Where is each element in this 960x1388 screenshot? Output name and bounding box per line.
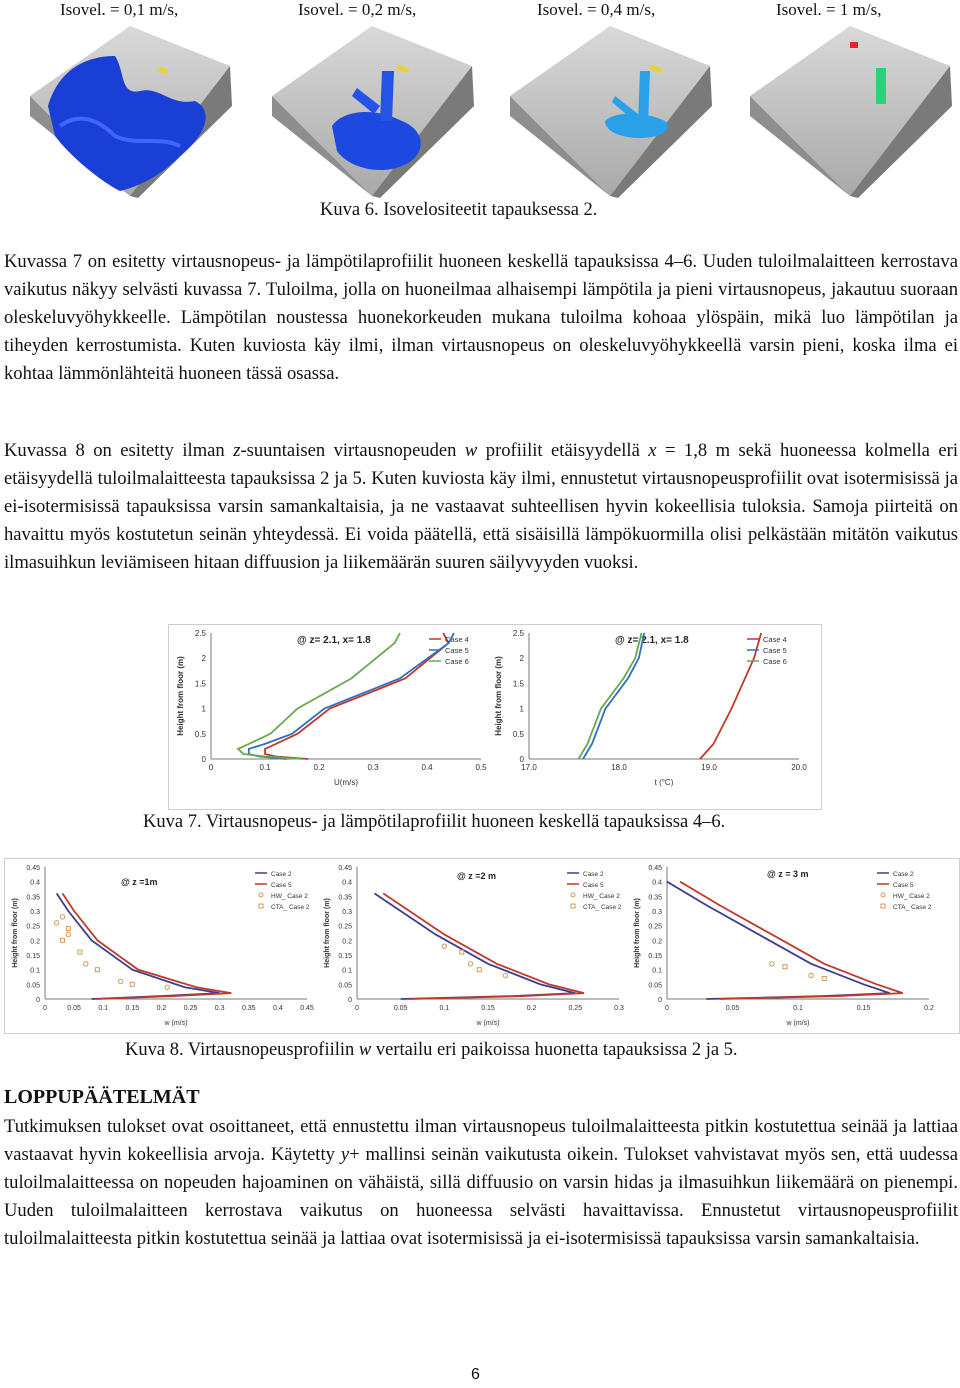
series-line <box>57 893 220 999</box>
y-tick-label: 0 <box>201 755 206 764</box>
series-line <box>667 882 890 999</box>
legend-label: HW_ Case 2 <box>271 893 308 900</box>
x-tick-label: 17.0 <box>521 763 537 772</box>
x-tick-label: 0.15 <box>481 1005 495 1012</box>
x-tick-label: 0 <box>665 1005 669 1012</box>
isovel-box-3 <box>510 26 712 198</box>
legend-label: CTA_ Case 2 <box>583 904 622 911</box>
isovel-box-4 <box>750 26 952 198</box>
legend-label: Case 4 <box>763 635 787 644</box>
figure8-charts <box>4 858 960 1034</box>
y-tick-label: 0 <box>519 755 524 764</box>
y-tick-label: 0.45 <box>338 865 352 872</box>
y-tick-label: 0.3 <box>342 909 352 916</box>
y-tick-label: 0.4 <box>342 879 352 887</box>
y-tick-label: 0.35 <box>338 894 352 902</box>
legend-label: CTA_ Case 2 <box>271 904 310 911</box>
x-axis-label: w (m/s) <box>164 1020 188 1027</box>
y-axis-label: Height from floor (m) <box>494 656 503 736</box>
isovel-box-2 <box>272 26 474 198</box>
isovel-label-4: Isovel. = 1 m/s, <box>776 0 882 19</box>
legend-label: Case 5 <box>893 882 914 889</box>
y-axis-label: Height from floor (m) <box>176 656 185 736</box>
x-tick-label: 0.1 <box>439 1005 450 1012</box>
x-axis-label: t (°C) <box>654 778 674 787</box>
data-point <box>770 962 774 966</box>
y-tick-label: 0.4 <box>652 879 662 887</box>
y-tick-label: 0.25 <box>648 923 662 931</box>
y-tick-label: 0.1 <box>342 967 352 975</box>
x-tick-label: 0.05 <box>393 1005 408 1012</box>
x-tick-label: 0.3 <box>614 1005 624 1012</box>
y-tick-label: 0.3 <box>652 909 662 916</box>
x-tick-label: 0.3 <box>367 763 379 772</box>
chart-w-z1 <box>12 865 314 1027</box>
data-point <box>118 979 122 983</box>
data-point <box>60 938 64 942</box>
x-axis-label: w (m/s) <box>476 1020 500 1027</box>
y-tick-label: 0.2 <box>652 938 662 946</box>
y-tick-label: 1 <box>201 704 206 714</box>
legend-label: Case 4 <box>445 635 469 644</box>
data-point <box>809 973 813 977</box>
y-tick-label: 0 <box>36 997 40 1004</box>
series-line <box>680 882 903 999</box>
y-tick-label: 2 <box>519 654 524 664</box>
y-tick-label: 0.5 <box>194 729 206 739</box>
legend-label: CTA_ Case 2 <box>893 904 932 911</box>
y-tick-label: 0.15 <box>26 953 40 960</box>
data-point <box>66 932 70 936</box>
y-tick-label: 0 <box>658 997 662 1004</box>
figure7-caption: Kuva 7. Virtausnopeus- ja lämpötilaprofiilit huoneen keskellä tapauksissa 4–6. <box>143 812 726 832</box>
data-point <box>60 915 64 919</box>
x-tick-label: 0.15 <box>856 1005 871 1012</box>
x-tick-label: 0.05 <box>67 1005 81 1012</box>
section-heading: LOPPUPÄÄTELMÄT <box>4 1086 200 1108</box>
figure8-caption: Kuva 8. Virtausnopeusprofiilin w vertailu eri paikoissa huonetta tapauksissa 2 ja 5. <box>125 1040 738 1060</box>
chart-velocity-profile <box>176 629 487 787</box>
series-line <box>700 633 761 759</box>
y-axis-label: Height from floor (m) <box>12 898 19 968</box>
data-point <box>477 968 481 972</box>
data-point <box>66 927 70 931</box>
y-tick-label: 0.35 <box>648 894 662 902</box>
x-tick-label: 0.25 <box>183 1005 198 1012</box>
legend-marker <box>259 904 263 908</box>
data-point <box>130 982 134 986</box>
data-point <box>78 950 82 954</box>
x-tick-label: 0.4 <box>421 763 433 772</box>
chart-annotation: @ z =1m <box>121 877 158 887</box>
series-line <box>62 893 231 999</box>
y-axis-label: Height from floor (m) <box>634 898 641 968</box>
x-tick-label: 0.5 <box>475 763 487 772</box>
chart-temperature-profile <box>494 629 807 787</box>
legend-label: Case 2 <box>271 871 292 878</box>
x-tick-label: 0.3 <box>214 1005 225 1012</box>
isovel-label-3: Isovel. = 0,4 m/s, <box>537 0 656 19</box>
paragraph-1: Kuvassa 7 on esitetty virtausnopeus- ja lämpötilaprofiilit huoneen keskellä tapauksissa 4–6. Uuden tuloilmalaitteen kerrostava vaikutus näkyy selvästi kuvassa 7. Tuloilma, jolla on huoneilmaa alhaisempi lämpötila ja pieni virtausnopeus, jakautuu suoraan oleskeluvyöhykkeelle. Lämpötilan noustessa huonekorkeuden mukana tuloilma kohoaa ylöspäin, mikä luo lämpötilan ja tiheyden kerrostumista. Kuten kuviosta käy ilmi, ilman virtausnopeus on oleskeluvyöhykkeellä varsin pieni, koska ilma ei kohtaa lämmönlähteitä huoneen tässä osassa. <box>4 251 958 384</box>
x-tick-label: 0.1 <box>793 1005 803 1012</box>
x-tick-label: 0.05 <box>725 1005 740 1012</box>
series-line <box>238 633 400 759</box>
legend-marker <box>881 904 885 908</box>
paragraph-2: Kuvassa 8 on esitetty ilman z-suuntaisen virtausnopeuden w profiilit etäisyydellä x = 1,8 m sekä huoneessa kolmella eri etäisyydellä tuloilmalaitteesta tapauksissa 2 ja 5. Kuten kuviosta käy ilmi, ennustetut virtausnopeusprofiilit ovat isotermisissä ja ei-isotermisissä tapauksissa varsin samankaltaisia, ja ne vastaavat suhteellisen hyvin kokeellisia tuloksia. Samoja piirteitä on havaittu myös kostutetun seinän yhteydessä. Ei voida päätellä, että sisäisillä lämpökuormilla olisi pelkästään mitätön vaikutus ilmasuihkun leviämiseen hitaan diffuusion ja liikemäärän suuren säilyvyyden vuoksi. <box>4 440 958 573</box>
legend-label: Case 5 <box>445 646 469 655</box>
data-point <box>468 962 472 966</box>
x-tick-label: 0.2 <box>526 1005 537 1012</box>
y-tick-label: 1.5 <box>194 679 206 689</box>
chart-annotation: @ z = 3 m <box>767 869 809 879</box>
legend-label: Case 6 <box>445 657 469 666</box>
x-tick-label: 0.15 <box>125 1005 140 1012</box>
data-point <box>54 921 58 925</box>
legend-label: HW_ Case 2 <box>583 893 620 900</box>
x-tick-label: 0 <box>355 1005 359 1012</box>
y-tick-label: 2 <box>201 654 206 664</box>
y-tick-label: 0.25 <box>26 923 40 931</box>
y-tick-label: 1 <box>519 704 524 714</box>
y-tick-label: 0.25 <box>338 923 352 931</box>
x-tick-label: 0.2 <box>924 1005 934 1012</box>
page-number: 6 <box>471 1366 480 1383</box>
x-tick-label: 0.2 <box>156 1005 167 1012</box>
y-tick-label: 0.45 <box>26 865 40 872</box>
y-axis-label: Height from floor (m) <box>324 898 331 968</box>
isovel-box-1 <box>30 26 232 198</box>
legend-label: HW_ Case 2 <box>893 893 930 900</box>
x-tick-label: 0.35 <box>241 1005 256 1012</box>
figure6-caption: Kuva 6. Isovelositeetit tapauksessa 2. <box>320 200 598 220</box>
y-tick-label: 0.15 <box>648 953 662 960</box>
y-tick-label: 0.3 <box>30 909 40 916</box>
y-tick-label: 0.1 <box>30 967 40 975</box>
x-tick-label: 0.1 <box>259 763 271 772</box>
data-point <box>165 985 169 989</box>
x-tick-label: 0 <box>208 763 214 772</box>
y-tick-label: 0.45 <box>648 865 662 872</box>
data-point <box>95 968 99 972</box>
conclusion-paragraph: Tutkimuksen tulokset ovat osoittaneet, että ennustettu ilman virtausnopeus tuloilmalaitteesta pitkin kostutettua seinää ja lattiaa vastaavat hyvin kokeellisia arvoja. Käytetty y+ mallinsi seinän vaikutusta oikein. Tulokset vahvistavat myös sen, että uudessa tuloilmalaitteessa on nopeuden hajoaminen on vähäistä, sillä diffuusio on varsin hidas ja ilmasuihkun liikemäärä on pienempi. Uuden tuloilmalaitteen kerrostava vaikutus on huoneessa selvästi havaittavissa. Ennustetut virtausnopeusprofiilit tuloilmalaitteesta pitkin kostutettua seinää ja lattiaa ovat isotermisissä ja ei-isotermisissä tapauksissa varsin samankaltaisia. <box>4 1116 958 1249</box>
x-tick-label: 0.2 <box>313 763 325 772</box>
figure7-charts <box>168 624 822 810</box>
y-tick-label: 0.35 <box>26 894 40 902</box>
x-tick-label: 0.1 <box>98 1005 109 1012</box>
y-tick-label: 2.5 <box>194 629 206 638</box>
chart-annotation: @ z= 2.1, x= 1.8 <box>297 635 371 646</box>
x-tick-label: 0 <box>43 1005 47 1012</box>
chart-w-z2 <box>324 865 624 1027</box>
y-tick-label: 0.4 <box>30 879 40 887</box>
x-tick-label: 18.0 <box>611 763 627 772</box>
series-line <box>383 893 584 999</box>
data-point <box>503 973 507 977</box>
y-tick-label: 0.2 <box>30 938 40 946</box>
x-axis-label: U(m/s) <box>334 778 358 787</box>
y-tick-label: 2.5 <box>512 629 524 638</box>
legend-label: Case 5 <box>583 882 604 889</box>
legend-label: Case 5 <box>271 882 292 889</box>
legend-marker <box>881 893 885 897</box>
y-tick-label: 0.05 <box>648 982 662 990</box>
y-tick-label: 0.05 <box>26 982 40 990</box>
isovel-label-2: Isovel. = 0,2 m/s, <box>298 0 417 19</box>
x-tick-label: 20.0 <box>791 763 807 772</box>
y-tick-label: 0.5 <box>512 729 524 739</box>
y-tick-label: 0.15 <box>338 953 352 960</box>
x-axis-label: w (m/s) <box>786 1020 810 1027</box>
legend-marker <box>571 893 575 897</box>
chart-w-z3 <box>634 865 934 1027</box>
legend-label: Case 2 <box>893 871 914 878</box>
legend-marker <box>259 893 263 897</box>
y-tick-label: 0.2 <box>342 938 352 946</box>
y-tick-label: 0 <box>348 997 352 1004</box>
x-tick-label: 19.0 <box>701 763 717 772</box>
x-tick-label: 0.45 <box>300 1005 314 1012</box>
series-line <box>583 633 644 759</box>
legend-label: Case 6 <box>763 657 787 666</box>
y-tick-label: 0.05 <box>338 982 352 990</box>
legend-label: Case 5 <box>763 646 787 655</box>
x-tick-label: 0.25 <box>568 1005 583 1012</box>
chart-annotation: @ z =2 m <box>457 871 497 881</box>
isovel-label-1: Isovel. = 0,1 m/s, <box>60 0 179 19</box>
legend-marker <box>571 904 575 908</box>
chart-annotation: @ z= 2.1, x= 1.8 <box>615 635 689 646</box>
legend-label: Case 2 <box>583 871 604 878</box>
data-point <box>783 965 787 969</box>
data-point <box>442 944 446 948</box>
data-point <box>822 976 826 980</box>
data-point <box>84 962 88 966</box>
series-line <box>249 633 454 759</box>
x-tick-label: 0.4 <box>273 1005 283 1012</box>
y-tick-label: 1.5 <box>512 679 524 689</box>
y-tick-label: 0.1 <box>652 967 662 975</box>
series-line <box>579 633 642 759</box>
isovel-renderings <box>0 24 960 200</box>
